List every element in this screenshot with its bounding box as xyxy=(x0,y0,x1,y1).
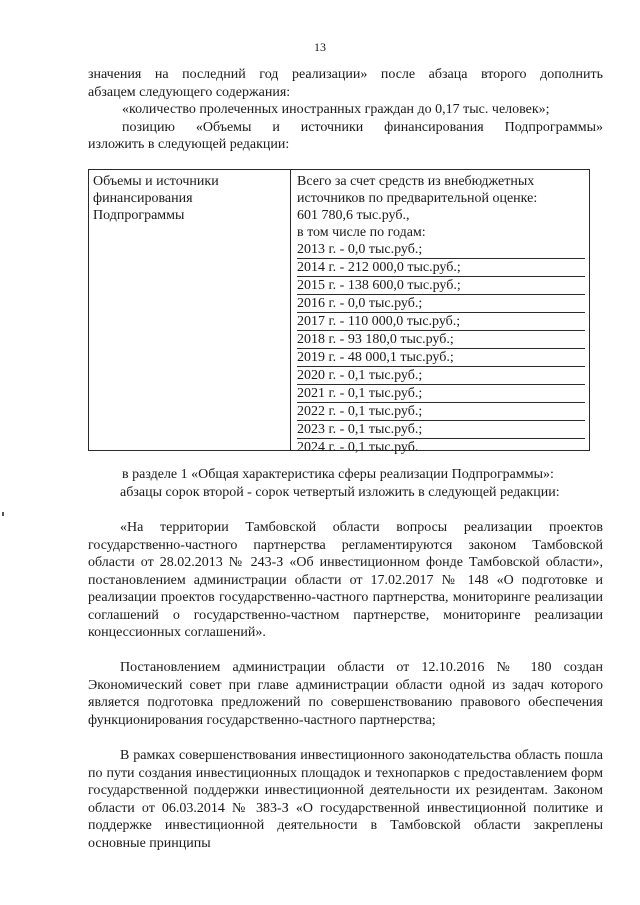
scan-artifact xyxy=(2,512,4,516)
financing-table-header: Всего за счет средств из внебюджетных источников по предварительной оценке: xyxy=(297,174,538,206)
section-intro: в разделе 1 «Общая характеристика сферы реализации Подпрограммы»: xyxy=(122,467,554,482)
intro-line-2: абзацем следующего содержания: xyxy=(88,85,291,100)
table-column-divider xyxy=(290,169,291,451)
financing-row-2020: 2020 г. - 0,1 тыс.руб.; xyxy=(297,367,585,385)
financing-row-2016: 2016 г. - 0,0 тыс.руб.; xyxy=(297,295,585,313)
intro-line-1: значения на последний год реализации» после абзаца второго дополнить xyxy=(88,67,603,82)
financing-table-values xyxy=(297,173,585,456)
investment-paragraph: В рамках совершенствования инвестиционного законодательства область пошла по пути создания инвестиционных площадок и технопарков с предоставлением форм государственной поддержки инвестиционной деятельности их резидентам. Законом области от 06.03.2014 № 383-З «О государственной инвестиционной политике и поддержке инвестиционной деятельности в Тамбовской области закреплены основные принципы xyxy=(88,748,603,851)
financing-row-2018: 2018 г. - 93 180,0 тыс.руб.; xyxy=(297,331,585,349)
intro-line-5: изложить в следующей редакции: xyxy=(88,137,290,152)
intro-line-3: «количество пролеченных иностранных граждан до 0,17 тыс. человек»; xyxy=(122,102,550,117)
financing-row-2013: 2013 г. - 0,0 тыс.руб.; xyxy=(297,241,585,259)
financing-row-2014: 2014 г. - 212 000,0 тыс.руб.; xyxy=(297,259,585,277)
postanovlenie-paragraph: Постановлением администрации области от 12.10.2016 № 180 создан Экономический совет при главе администрации области одной из задач которого является подготовка предложений по совершенствованию правового обеспечения функционирования государственно-частного партнерства; xyxy=(88,660,603,728)
financing-row-2015: 2015 г. - 138 600,0 тыс.руб.; xyxy=(297,277,585,295)
intro-line-4: позицию «Объемы и источники финансирования Подпрограммы» xyxy=(122,120,603,135)
financing-row-2023: 2023 г. - 0,1 тыс.руб.; xyxy=(297,421,585,439)
quote-paragraph: «На территории Тамбовской области вопросы реализации проектов государственно-частного партнерства регламентируются законом Тамбовской области от 28.02.2013 № 243-З «Об инвестиционном фонде Тамбовской области», постановлением администрации области от 17.02.2017 № 148 «О подготовке и реализации проектов государственно-частного партнерства, мониторинге реализации соглашений о государственно-частном партнерстве, мониторинге реализации концессионных соглашений». xyxy=(88,520,603,640)
financing-row-2017: 2017 г. - 110 000,0 тыс.руб.; xyxy=(297,313,585,331)
financing-by-years-label: в том числе по годам: xyxy=(297,225,426,240)
financing-row-2021: 2021 г. - 0,1 тыс.руб.; xyxy=(297,385,585,403)
financing-row-2024: 2024 г. - 0,1 тыс.руб. xyxy=(297,440,419,455)
financing-total: 601 780,6 тыс.руб., xyxy=(297,208,410,223)
financing-row-2019: 2019 г. - 48 000,1 тыс.руб.; xyxy=(297,349,585,367)
financing-row-2022: 2022 г. - 0,1 тыс.руб.; xyxy=(297,403,585,421)
financing-table-label: Объемы и источники финансирования Подпрограммы xyxy=(93,174,219,223)
abzacy-paragraph: абзацы сорок второй - сорок четвертый изложить в следующей редакции: xyxy=(120,485,560,500)
page-number: 13 xyxy=(314,40,326,54)
